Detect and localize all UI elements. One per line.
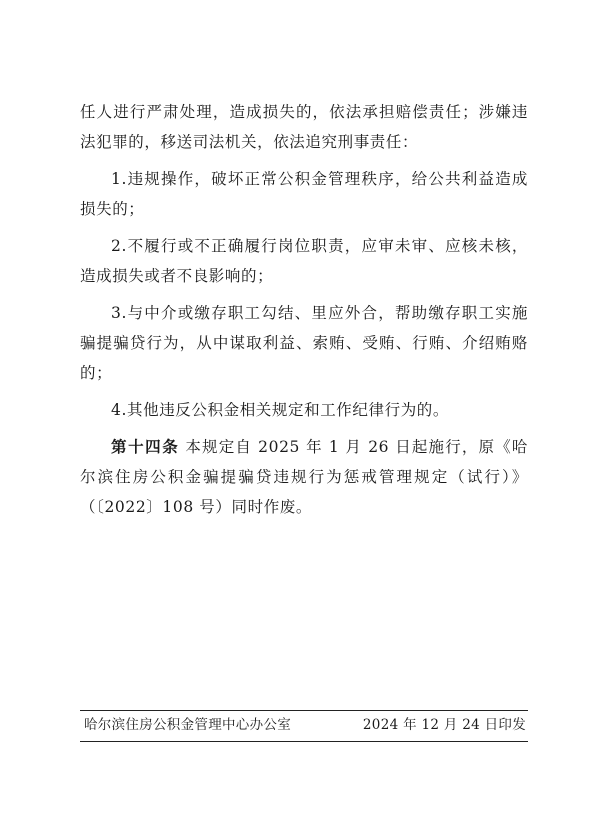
list-item: 2.不履行或不正确履行岗位职责，应审未审、应核未核，造成损失或者不良影响的； — [80, 237, 528, 285]
footer-issuer: 哈尔滨住房公积金管理中心办公室 — [84, 717, 291, 733]
article-text: 本规定自 2025 年 1 月 26 日起施行，原《哈尔滨住房公积金骗提骗贷违规行为惩戒管理规定（试行）》（〔2022〕108 号）同时作废。 — [80, 438, 528, 516]
continuation-paragraph: 任人进行严肃处理，造成损失的，依法承担赔偿责任；涉嫌违法犯罪的，移送司法机关，依法追究刑事责任： — [80, 103, 528, 151]
document-body — [80, 97, 528, 529]
footer-date: 2024 年 12 月 24 日印发 — [362, 717, 526, 733]
article-label: 第十四条 — [111, 438, 180, 456]
list-item: 1.违规操作，破坏正常公积金管理秩序，给公共利益造成损失的； — [80, 170, 528, 218]
article-14-paragraph — [80, 432, 528, 522]
footer-top-rule — [80, 710, 528, 711]
footer-bottom-rule — [80, 741, 528, 742]
list-item: 4.其他违反公积金相关规定和工作纪律行为的。 — [111, 401, 449, 419]
list-item: 3.与中介或缴存职工勾结、里应外合，帮助缴存职工实施骗提骗贷行为，从中谋取利益、索贿、受贿、行贿、介绍贿赂的； — [80, 304, 528, 382]
